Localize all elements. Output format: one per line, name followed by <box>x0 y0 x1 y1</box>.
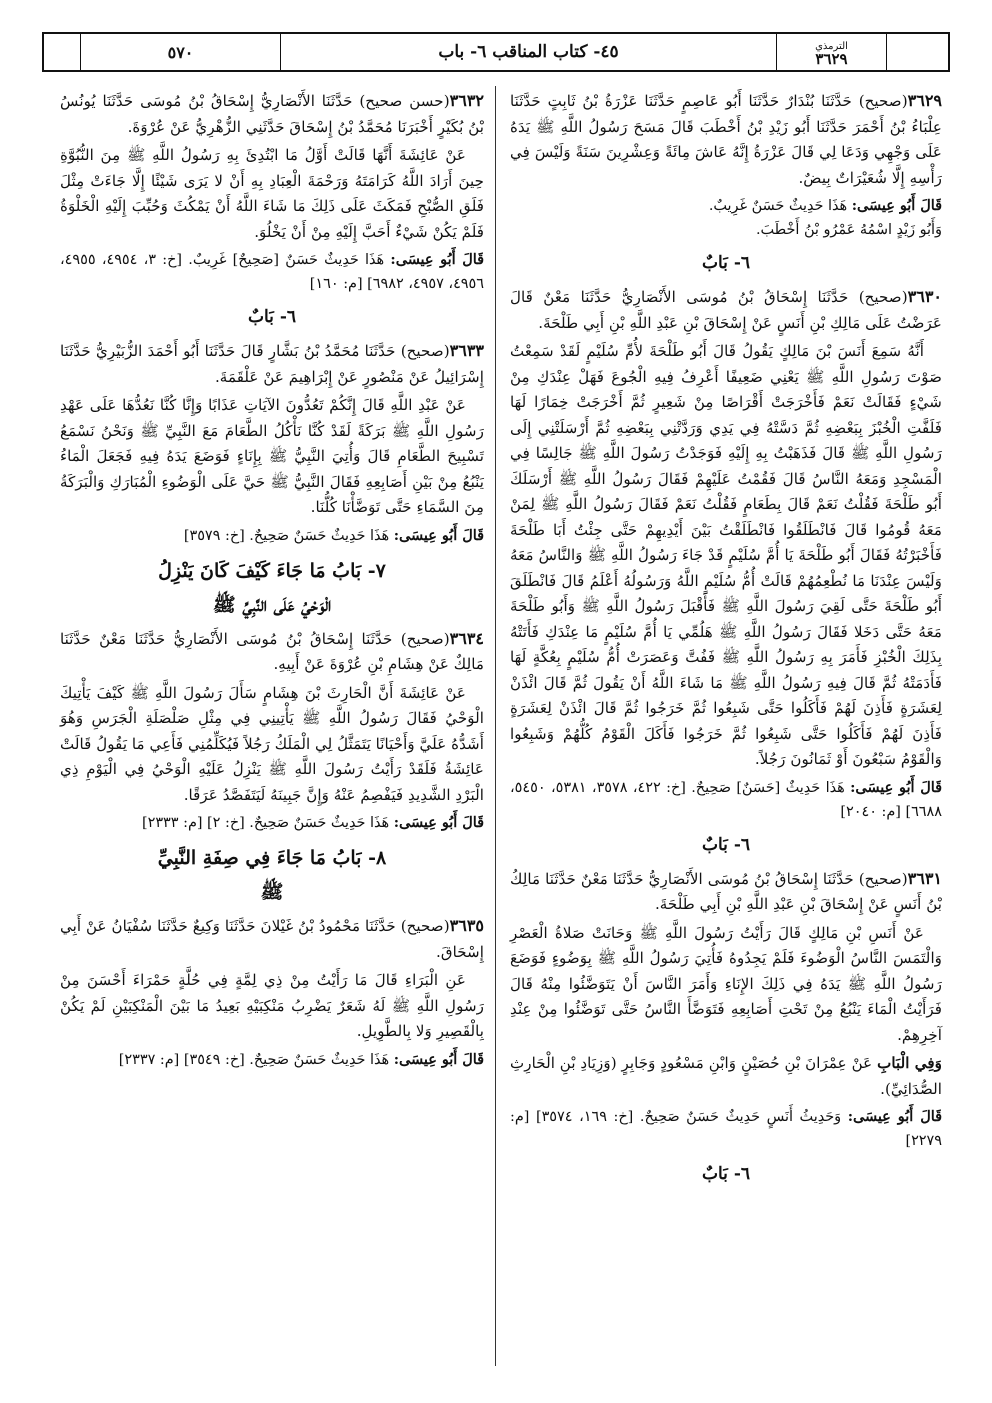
verdict-text: وَحَدِيثُ أَنَسٍ حَدِيثٌ حَسَنٌ صَحِيحٌ. [خ: ١٦٩، ٣٥٧٤] [م: ٢٢٧٩] <box>510 1109 942 1149</box>
wafi-label: وَفِي الْبَابِ <box>877 1054 942 1072</box>
chapter-heading: ٦- بَابٌ <box>247 307 297 327</box>
hadith-grade: (حسن صحيح) <box>359 92 450 110</box>
verdict-text: هَذَا حَدِيثٌ حَسَنٌ [صَحِيحٌ] غَرِيبٌ. [خ: ٣، ٤٩٥٤، ٤٩٥٥، ٤٩٥٦، ٤٩٥٧، ٦٩٨٢] [م: ١٦٠] <box>60 252 484 292</box>
hadith-number: ٣٦٣١ <box>907 868 943 888</box>
header-hadith-range: ٣٦٢٩ <box>815 50 848 68</box>
hadith-number: ٣٦٣٣ <box>449 341 485 360</box>
chapter-heading: ٦- بَابٌ <box>701 834 751 855</box>
hadith-number: ٣٦٣٤ <box>449 628 485 648</box>
hadith-3634-matn: عَنْ عَائِشَةَ أَنَّ الْحَارِثَ بْنَ هِشَامٍ سَأَلَ رَسُولَ اللَّهِ ﷺ كَيْفَ يَأْتِيكَ الْوَحْيُ فَقَالَ رَسُولُ اللَّهِ ﷺ يَأْتِينِي فِي مِثْلِ صَلْصَلَةِ الْجَرَسِ وَهُوَ أَشَدُّهُ عَلَيَّ وَأَحْيَانًا يَتَمَثَّلُ لِي الْمَلَكُ رَجُلاً فَيُكَلِّمُنِي فَأَعِي مَا يَقُولُ قَالَتْ عَائِشَةُ فَلَقَدْ رَأَيْتُ رَسُولَ اللَّهِ ﷺ يَنْزِلُ عَلَيْهِ الْوَحْيُ فِي الْيَوْمِ ذِي الْبَرْدِ الشَّدِيدِ فَيَفْصِمُ عَنْهُ وَإِنَّ جَبِينَهُ لَيَتَفَصَّدُ عَرَقًا. <box>60 683 484 804</box>
page-header <box>42 32 950 72</box>
verdict-text: هَذَا حَدِيثٌ [حَسَنٌ] صَحِيحٌ. [خ: ٤٢٢، ٣٥٧٨، ٥٣٨١، ٥٤٥٠، ٦٦٨٨] [م: ٢٠٤٠] <box>510 779 942 820</box>
hadith-3635-isnad <box>60 913 484 965</box>
hadith-verdict <box>60 248 484 296</box>
hadith-3633-matn: عَنْ عَبْدِ اللَّهِ قَالَ إِنَّكُمْ تَعُدُّونَ الآيَاتِ عَذَابًا وَإِنَّا كُنَّا نَعُدُّهَا عَلَى عَهْدِ رَسُولِ اللَّهِ ﷺ بَرَكَةً لَقَدْ كُنَّا نَأْكُلُ الطَّعَامَ مَعَ النَّبِيِّ ﷺ وَنَحْنُ نَسْمَعُ تَسْبِيحَ الطَّعَامِ قَالَ وَأُتِيَ النَّبِيُّ ﷺ بِإِنَاءٍ فَوَضَعَ يَدَهُ فِيهِ فَجَعَلَ الْمَاءُ يَنْبُعُ مِنْ بَيْنِ أَصَابِعِهِ فَقَالَ النَّبِيُّ ﷺ حَيَّ عَلَى الْوَضُوءِ الْمُبَارَكِ وَالْبَرَكَةُ مِنَ السَّمَاءِ حَتَّى تَوَضَّأْنَا كُلُّنَا. <box>60 396 484 516</box>
wafi-text: عَنْ عِمْرَانَ بْنِ حُصَيْنٍ وَابْنِ مَسْعُودٍ وَجَابِرٍ (وَزِيَادِ بْنِ الْحَارِثِ الصُّدَائِيِّ). <box>510 1054 942 1098</box>
hadith-grade: (صحيح) <box>400 917 450 935</box>
hadith-grade: (صحيح) <box>858 288 908 306</box>
abu-isa-label: قَالَ أَبُو عِيسَى: <box>847 1108 942 1125</box>
abu-isa-label: قَالَ أَبُو عِيسَى: <box>390 251 484 268</box>
hadith-grade: (صحيح) <box>400 629 450 648</box>
hadith-isnad: حَدَّثَنَا إِسْحَاقُ بْنُ مُوسَى الأَنْصَارِيُّ حَدَّثَنَا مَعْنٌ حَدَّثَنَا مَالِكُ بْنُ أَنَسٍ عَنْ إِسْحَاقَ بْنِ عَبْدِ اللَّهِ بْنِ أَبِي طَلْحَةَ. <box>510 869 942 913</box>
wafi-al-bab <box>510 1051 942 1102</box>
hadith-verdict <box>510 1105 942 1153</box>
hadith-isnad: حَدَّثَنَا الأَنْصَارِيُّ إِسْحَاقُ بْنُ مُوسَى حَدَّثَنَا يُونُسُ بْنُ بُكَيْرٍ أَخْبَرَنَا مُحَمَّدُ بْنُ إِسْحَاقَ حَدَّثَنِي الزُّهْرِيُّ عَنْ عُرْوَةَ. <box>60 92 484 136</box>
chapter-heading <box>60 554 484 622</box>
header-book-cell <box>776 34 886 70</box>
verdict-text: هَذَا حَدِيثٌ حَسَنٌ غَرِيبٌ. <box>708 198 848 214</box>
hadith-3633-isnad <box>60 338 484 390</box>
chapter-heading <box>60 841 484 909</box>
abu-isa-label: قَالَ أَبُو عِيسَى: <box>850 778 942 796</box>
hadith-isnad: حَدَّثَنَا مُحَمَّدُ بْنُ بَشَّارٍ قَالَ حَدَّثَنَا أَبُو أَحْمَدَ الزُّبَيْرِيُّ حَدَّثَنَا إِسْرَائِيلُ عَنْ مَنْصُورٍ عَنْ إِبْرَاهِيمَ عَنْ عَلْقَمَةَ. <box>60 342 484 386</box>
chapter-heading-line1: ٧- بَابُ مَا جَاءَ كَيْفَ كَانَ يَنْزِلُ <box>158 559 386 582</box>
right-column <box>510 88 942 1195</box>
abu-isa-label: قَالَ أَبُو عِيسَى: <box>851 197 942 214</box>
hadith-grade: (صحيح) <box>400 342 450 360</box>
hadith-isnad: حَدَّثَنَا مَحْمُودُ بْنُ غَيْلانَ حَدَّثَنَا وَكِيعٌ حَدَّثَنَا سُفْيَانُ عَنْ أَبِي إِسْحَاقَ. <box>60 917 484 961</box>
hadith-verdict <box>510 776 942 824</box>
chapter-heading: ٦- بَابٌ <box>701 253 751 273</box>
verdict-text: هَذَا حَدِيثٌ حَسَنٌ صَحِيحٌ. [خ: ٣٥٤٩] [م: ٢٣٣٧] <box>118 1051 390 1068</box>
hadith-3631-matn: عَنْ أَنَسِ بْنِ مَالِكٍ قَالَ رَأَيْتُ رَسُولَ اللَّهِ ﷺ وَحَانَتْ صَلاةُ الْعَصْرِ وَالْتَمَسَ النَّاسُ الْوَضُوءَ فَلَمْ يَجِدُوهُ فَأُتِيَ رَسُولُ اللَّهِ ﷺ بِوَضُوءٍ فَوَضَعَ رَسُولُ اللَّهِ ﷺ يَدَهُ فِي ذَلِكَ الإِنَاءِ وَأَمَرَ النَّاسَ أَنْ يَتَوَضَّئُوا مِنْهُ قَالَ فَرَأَيْتُ الْمَاءَ يَنْبُعُ مِنْ تَحْتِ أَصَابِعِهِ فَتَوَضَّأَ النَّاسُ حَتَّى تَوَضَّئُوا مِنْ عِنْدِ آخِرِهِمْ. <box>510 923 942 1044</box>
hadith-3629 <box>510 88 942 191</box>
hadith-3634-isnad <box>60 626 484 678</box>
header-page-number: ٥٧٠ <box>80 34 280 70</box>
chapter-heading: ٦- بَابٌ <box>701 1164 751 1184</box>
verdict-text: هَذَا حَدِيثٌ حَسَنٌ صَحِيحٌ. [خ: ٢] [م: ٢٣٣٣] <box>141 815 390 831</box>
left-column <box>60 88 484 1078</box>
header-book-label: الترمذي <box>815 41 848 52</box>
abu-isa-label: قَالَ أَبُو عِيسَى: <box>393 1050 484 1068</box>
narrator-note: وَأَبُو زَيْدٍ اسْمُهُ عَمْرُو بْنُ أَخْطَبَ. <box>755 222 942 238</box>
hadith-3630-matn: أَنَّهُ سَمِعَ أَنَسَ بْنَ مَالِكٍ يَقُولُ قَالَ أَبُو طَلْحَةَ لأُمِّ سُلَيْمٍ لَقَدْ سَمِعْتُ صَوْتَ رَسُولِ اللَّهِ ﷺ يَعْنِي ضَعِيفًا أَعْرِفُ فِيهِ الْجُوعَ فَهَلْ عِنْدَكِ مِنْ شَيْءٍ فَقَالَتْ نَعَمْ فَأَخْرَجَتْ أَقْرَاصًا مِنْ شَعِيرٍ ثُمَّ أَخْرَجَتْ خِمَارًا لَهَا فَلَفَّتِ الْخُبْزَ بِبَعْضِهِ ثُمَّ دَسَّتْهُ فِي يَدِي وَرَدَّتْنِي بِبَعْضِهِ ثُمَّ أَرْسَلَتْنِي إِلَى رَسُولِ اللَّهِ ﷺ قَالَ فَذَهَبْتُ بِهِ إِلَيْهِ فَوَجَدْتُ رَسُولَ اللَّهِ ﷺ جَالِسًا فِي الْمَسْجِدِ وَمَعَهُ النَّاسُ قَالَ فَقُمْتُ عَلَيْهِمْ فَقَالَ رَسُولُ اللَّهِ ﷺ أَرْسَلَكَ أَبُو طَلْحَةَ فَقُلْتُ نَعَمْ قَالَ بِطَعَامٍ فَقُلْتُ نَعَمْ فَقَالَ رَسُولُ اللَّهِ ﷺ لِمَنْ مَعَهُ قُومُوا قَالَ فَانْطَلَقُوا فَانْطَلَقْتُ بَيْنَ أَيْدِيهِمْ حَتَّى جِئْتُ أَبَا طَلْحَةَ فَأَخْبَرْتُهُ فَقَالَ أَبُو طَلْحَةَ يَا أُمَّ سُلَيْمٍ قَدْ جَاءَ رَسُولُ اللَّهِ ﷺ وَالنَّاسُ مَعَهُ وَلَيْسَ عِنْدَنَا مَا نُطْعِمُهُمْ قَالَتْ أُمُّ سُلَيْمٍ اللَّهُ وَرَسُولُهُ أَعْلَمُ قَالَ فَانْطَلَقَ أَبُو طَلْحَةَ حَتَّى لَقِيَ رَسُولَ اللَّهِ ﷺ فَأَقْبَلَ رَسُولُ اللَّهِ ﷺ وَأَبُو طَلْحَةَ مَعَهُ حَتَّى دَخَلا فَقَالَ رَسُولُ اللَّهِ ﷺ هَلُمِّي يَا أُمَّ سُلَيْمٍ مَا عِنْدَكِ فَأَتَتْهُ بِذَلِكَ الْخُبْزِ فَأَمَرَ بِهِ رَسُولُ اللَّهِ ﷺ فَفُتَّ وَعَصَرَتْ أُمُّ سُلَيْمٍ بِعُكَّةٍ لَهَا فَأَدَمَتْهُ ثُمَّ قَالَ فِيهِ رَسُولُ اللَّهِ ﷺ مَا شَاءَ اللَّهُ أَنْ يَقُولَ ثُمَّ قَالَ ائْذَنْ لِعَشَرَةٍ فَأَذِنَ لَهُمْ فَأَكَلُوا حَتَّى شَبِعُوا ثُمَّ خَرَجُوا ثُمَّ قَالَ ائْذَنْ لِعَشَرَةٍ فَأَذِنَ لَهُمْ فَأَكَلُوا حَتَّى شَبِعُوا ثُمَّ خَرَجُوا فَأَكَلَ الْقَوْمُ كُلُّهُمْ وَشَبِعُوا وَالْقَوْمُ سَبْعُونَ أَوْ ثَمَانُونَ رَجُلاً. <box>510 342 942 768</box>
hadith-number: ٣٦٣٥ <box>449 916 484 935</box>
hadith-grade: (صحيح) <box>858 869 908 888</box>
chapter-heading-line1: ٨- بَابُ مَا جَاءَ فِي صِفَةِ النَّبِيِّ <box>157 847 387 869</box>
hadith-verdict <box>60 524 484 548</box>
hadith-verdict <box>510 194 942 242</box>
hadith-grade: (صحيح) <box>858 92 908 110</box>
chapter-heading-line2: ﷺ <box>260 881 284 903</box>
hadith-number: ٣٦٢٩ <box>907 91 942 110</box>
header-blank-right <box>886 34 948 70</box>
verdict-text: هَذَا حَدِيثٌ حَسَنٌ صَحِيحٌ. [خ: ٣٥٧٩] <box>183 527 390 544</box>
chapter-heading-line2: الْوَحْيُ عَلَى النَّبِيِّ ﷺ <box>212 593 332 616</box>
abu-isa-label: قَالَ أَبُو عِيسَى: <box>393 814 484 831</box>
hadith-3635-matn: عَنِ الْبَرَاءِ قَالَ مَا رَأَيْتُ مِنْ ذِي لِمَّةٍ فِي حُلَّةٍ حَمْرَاءَ أَحْسَنَ مِنْ رَسُولِ اللَّهِ ﷺ لَهُ شَعَرٌ يَضْرِبُ مَنْكِبَيْهِ بَعِيدُ مَا بَيْنَ الْمَنْكِبَيْنِ لَمْ يَكُنْ بِالْقَصِيرِ وَلا بِالطَّوِيلِ. <box>60 971 484 1040</box>
hadith-text: حَدَّثَنَا بُنْدَارٌ حَدَّثَنَا أَبُو عَاصِمٍ حَدَّثَنَا عَزْرَةُ بْنُ ثَابِتٍ حَدَّثَنَا عِلْبَاءُ بْنُ أَحْمَرَ حَدَّثَنَا أَبُو زَيْدِ بْنُ أَخْطَبَ قَالَ مَسَحَ رَسُولُ اللَّهِ ﷺ يَدَهُ عَلَى وَجْهِي وَدَعَا لِي قَالَ عَزْرَةُ إِنَّهُ عَاشَ مِائَةً وَعِشْرِينَ سَنَةً وَلَيْسَ فِي رَأْسِهِ إِلَّا شُعَيْرَاتٌ بِيضٌ. <box>510 92 942 187</box>
hadith-3632-isnad <box>60 88 484 140</box>
hadith-3630-isnad <box>510 284 942 336</box>
hadith-isnad: حَدَّثَنَا إِسْحَاقُ بْنُ مُوسَى الأَنْصَارِيُّ حَدَّثَنَا مَعْنٌ قَالَ عَرَضْتُ عَلَى مَالِكِ بْنِ أَنَسٍ عَنْ إِسْحَاقَ بْنِ عَبْدِ اللَّهِ بْنِ أَبِي طَلْحَةَ. <box>510 288 942 332</box>
hadith-number: ٣٦٣٠ <box>907 287 942 306</box>
header-chapter-title: ٤٥- كتاب المناقب ٦- باب <box>280 34 776 70</box>
hadith-verdict <box>60 1048 484 1072</box>
hadith-number: ٣٦٣٢ <box>449 91 484 110</box>
hadith-verdict <box>60 811 484 835</box>
hadith-3631-isnad <box>510 866 942 918</box>
hadith-isnad: حَدَّثَنَا إِسْحَاقُ بْنُ مُوسَى الأَنْصَارِيُّ حَدَّثَنَا مَعْنٌ حَدَّثَنَا مَالِكٌ عَنْ هِشَامِ بْنِ عُرْوَةَ عَنْ أَبِيهِ. <box>60 629 484 673</box>
hadith-3632-matn: عَنْ عَائِشَةَ أَنَّهَا قَالَتْ أَوَّلُ مَا ابْتُدِئَ بِهِ رَسُولُ اللَّهِ ﷺ مِنَ النُّبُوَّةِ حِينَ أَرَادَ اللَّهُ كَرَامَتَهُ وَرَحْمَةَ الْعِبَادِ بِهِ أَنْ لا يَرَى شَيْئًا إِلَّا جَاءَتْ مِثْلَ فَلَقِ الصُّبْحِ فَمَكَثَ عَلَى ذَلِكَ مَا شَاءَ اللَّهُ أَنْ يَمْكُثَ وَحُبِّبَ إِلَيْهِ الْخَلْوَةُ فَلَمْ يَكُنْ شَيْءٌ أَحَبَّ إِلَيْهِ مِنْ أَنْ يَخْلُوَ. <box>60 146 484 241</box>
column-divider <box>495 86 496 1366</box>
abu-isa-label: قَالَ أَبُو عِيسَى: <box>393 526 484 544</box>
header-blank-left <box>44 34 80 70</box>
